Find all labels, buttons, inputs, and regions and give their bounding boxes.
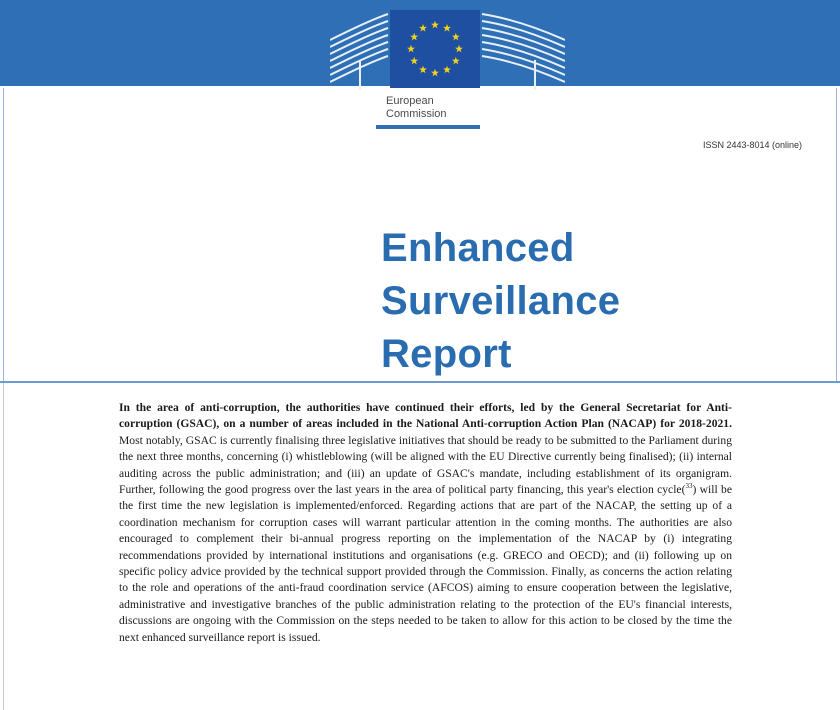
title-line2: Surveillance [381,279,621,323]
report-excerpt [119,400,732,646]
title-line1: Enhanced [381,226,575,270]
cover-edge-left [3,88,4,383]
org-underline [376,125,480,129]
org-name-line1: European [386,95,434,107]
title-line3: Report [381,332,512,376]
org-name-line2: Commission [386,108,447,120]
cover-edge-right [836,88,837,383]
issn-label: ISSN 2443-8014 (online) [702,140,802,150]
excerpt-text-part1: Most notably, GSAC is currently finalising three legislative initiatives that should be ready to be submitted to the Parliament during the next three months, concerning (i) whistleblowing (will be aligned with the EU Directive currently being finalised); (ii) internal auditing across the public administration; and (iii) an update of GSAC's mandate, including establishment of its organigram. Further, following the good progress over the last years in the area of political party financing, this year's election cycle( [119,433,732,497]
excerpt-text-part2: ) will be the first time the new legislation is implemented/enforced. Regarding actions that are part of the NACAP, the setting up of a coordination mechanism for corruption cases will warrant particular attention in the coming months. The authorities are also encouraged to complement their bi-annual progress reporting on the implementation of the NACAP by (i) integrating recommendations provided by international institutions and organisations (e.g. GRECO and OECD); and (ii) following up on specific policy advice provided by the technical support provided through the Commission. Finally, as concerns the action relating to the role and operations of the anti-fraud coordination service (AFCOS) aiming to ensure cooperation between the legislative, administrative and investigative branches of the public administration relating to the protection of the EU's financial interests, discussions are ongoing with the Commission on the steps needed to be taken to allow for this action to be closed by the time the next enhanced surveillance report is issued. [119,483,733,644]
organization-name [386,95,496,121]
footnote-ref: 33 [685,482,693,491]
eu-flag-icon [390,10,480,88]
page-edge-left [3,383,4,710]
report-title [381,222,620,381]
cover-divider [0,381,840,383]
excerpt-bold-lead: In the area of anti-corruption, the authorities have continued their efforts, led by the General Secretariat for Anti-corruption (GSAC), on a number of areas included in the National Anti-corruption Action Plan (NACAP) for 2018-2021. [119,401,732,431]
